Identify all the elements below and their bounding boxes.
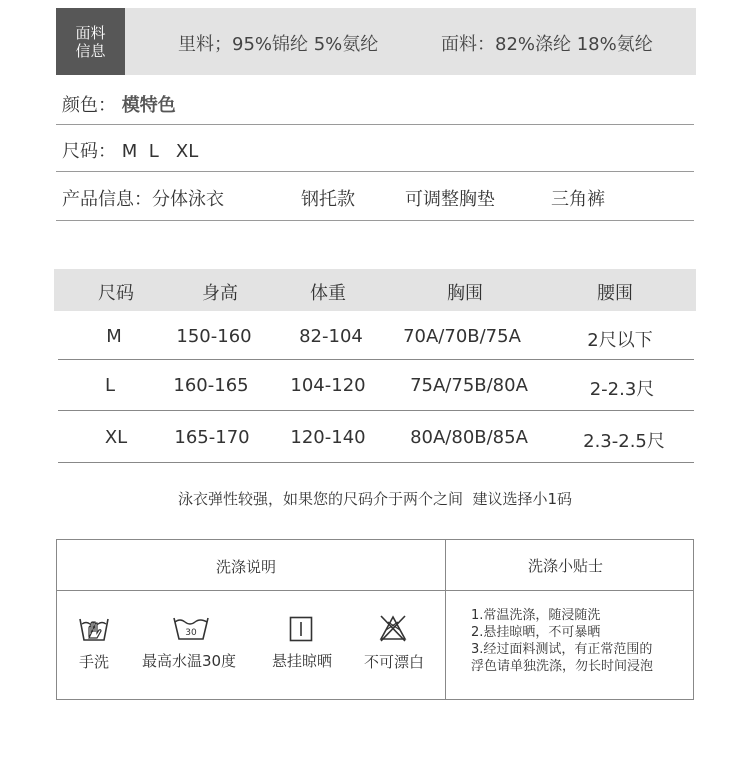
table-cell: 165-170 xyxy=(174,427,250,448)
table-cell: L xyxy=(104,375,116,396)
table-cell: 82-104 xyxy=(299,326,363,347)
divider xyxy=(56,171,694,172)
table-header-weight: 体重 xyxy=(310,283,346,304)
table-bottom-border xyxy=(58,462,694,463)
care-label-max-temp: 最高水温30度 xyxy=(141,652,237,670)
table-header-bust: 胸围 xyxy=(447,283,483,304)
care-box-divider xyxy=(445,539,446,699)
size-values: M L XL xyxy=(121,141,199,162)
line-dry-icon xyxy=(289,616,313,642)
hand-wash-icon xyxy=(78,613,110,643)
color-row xyxy=(62,91,176,117)
table-cell: 75A/75B/80A xyxy=(410,375,528,396)
wash-temp-badge: 30 xyxy=(185,628,197,638)
care-label-line-dry: 悬挂晾晒 xyxy=(271,652,332,670)
table-header-size: 尺码 xyxy=(98,283,134,304)
color-label: 颜色： xyxy=(62,95,116,116)
care-tip-line: 浮色请单独洗涤，勿长时间浸泡 xyxy=(471,659,654,674)
care-tip-line: 1.常温洗涤，随浸随洗 xyxy=(471,608,601,623)
fabric-outer-text: 面料：82%涤纶 18%氨纶 xyxy=(441,34,653,55)
table-row-divider xyxy=(58,359,694,360)
fabric-info-tag xyxy=(56,8,125,75)
product-feature-underwire: 钢托款 xyxy=(301,189,355,210)
no-bleach-icon xyxy=(378,614,408,642)
table-cell: 2-2.3尺 xyxy=(589,379,655,400)
size-advice-note: 泳衣弹性较强，如果您的尺码介于两个之间 建议选择小1码 xyxy=(177,490,573,508)
care-tip-line: 3.经过面料测试，有正常范围的 xyxy=(471,642,653,657)
wash-30-icon xyxy=(172,613,210,641)
table-cell: 104-120 xyxy=(290,375,366,396)
care-tips-title: 洗涤小贴士 xyxy=(528,557,604,575)
fabric-tag-line2: 信息 xyxy=(75,41,106,60)
care-instructions-title: 洗涤说明 xyxy=(216,558,277,576)
table-cell: 160-165 xyxy=(173,375,249,396)
fabric-tag-line1: 面料 xyxy=(75,23,106,42)
care-box-header-divider xyxy=(56,590,694,591)
divider xyxy=(56,124,694,125)
table-cell: M xyxy=(106,326,122,347)
product-feature-briefs: 三角裤 xyxy=(551,189,605,210)
care-label-no-bleach: 不可漂白 xyxy=(363,653,424,671)
table-cell: XL xyxy=(104,427,128,448)
table-cell: 2尺以下 xyxy=(587,330,653,351)
color-value: 模特色 xyxy=(121,95,176,116)
table-cell: 2.3-2.5尺 xyxy=(583,431,665,452)
table-header-height: 身高 xyxy=(202,283,238,304)
product-label: 产品信息：分体泳衣 xyxy=(62,189,224,210)
fabric-lining-text: 里料；95%锦纶 5%氨纶 xyxy=(178,34,379,55)
divider xyxy=(56,220,694,221)
table-cell: 120-140 xyxy=(290,427,366,448)
table-cell: 70A/70B/75A xyxy=(403,326,521,347)
table-row-divider xyxy=(58,410,694,411)
care-tip-line: 2.悬挂晾晒，不可暴晒 xyxy=(471,625,601,640)
table-header-waist: 腰围 xyxy=(597,283,633,304)
product-feature-pad: 可调整胸垫 xyxy=(405,189,495,210)
table-cell: 80A/80B/85A xyxy=(410,427,528,448)
table-cell: 150-160 xyxy=(176,326,252,347)
care-label-hand-wash: 手洗 xyxy=(78,653,109,671)
size-row xyxy=(62,137,198,163)
size-label: 尺码： xyxy=(62,141,116,162)
care-tips-list xyxy=(471,607,653,675)
